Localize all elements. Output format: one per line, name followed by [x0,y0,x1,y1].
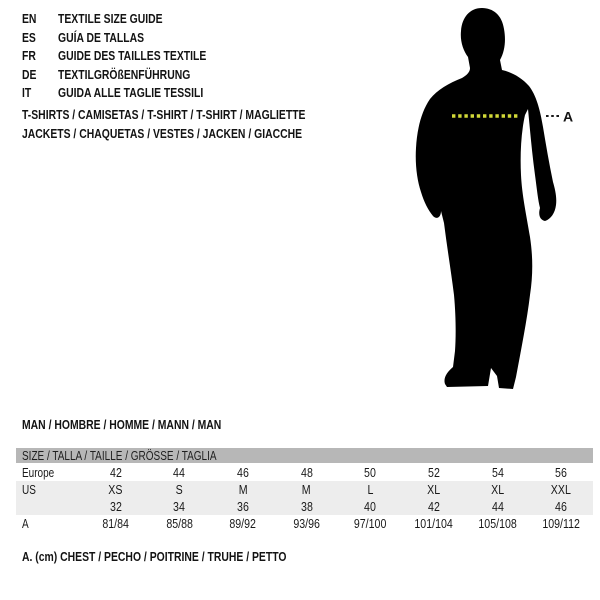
row-label: US [22,482,36,497]
size-cell: 89/92 [229,516,257,531]
language-code: EN [22,11,37,26]
size-cell: M [302,482,312,497]
language-code: DE [22,66,37,82]
size-cell: 32 [109,499,122,514]
size-cell: 38 [300,499,313,514]
size-cell: 36 [237,499,249,514]
size-table-header: SIZE / TALLA / TAILLE / GRÖSSE / TAGLIA [16,448,593,463]
size-cell: L [367,482,374,497]
size-cell: 85/88 [166,516,193,531]
size-cell: XXL [551,482,572,497]
size-cell: 101/104 [414,516,454,531]
row-label [16,500,84,514]
man-silhouette-figure [410,5,575,395]
size-cell: 42 [428,499,440,514]
language-list [22,10,243,103]
measure-label-a: A [563,108,574,125]
language-label: TEXTILE SIZE GUIDE [58,11,163,26]
language-label: GUIDA ALLE TAGLIE TESSILI [58,85,204,101]
table-row-europe [16,464,593,481]
language-code: IT [22,85,32,101]
size-cell: XL [491,482,505,497]
size-cell: 40 [364,499,377,514]
section-title-man: MAN / HOMBRE / HOMME / MANN / MAN [22,417,222,432]
table-row-chest-a [16,515,593,532]
size-cell: 34 [173,499,186,514]
language-code: FR [22,48,36,64]
size-cell: 56 [555,465,568,480]
category-lines [22,106,376,143]
footnote-chest: A. (cm) CHEST / PECHO / POITRINE / TRUHE / PETTO [22,549,287,564]
size-table [16,448,593,532]
size-cell: 109/112 [542,516,580,531]
language-label: GUÍA DE TALLAS [58,29,145,45]
size-cell: 54 [491,465,504,480]
size-cell: S [175,482,183,497]
table-row-us [16,481,593,498]
language-label: GUIDE DES TAILLES TEXTILE [58,48,207,64]
language-code: ES [22,29,36,45]
size-cell: 46 [237,465,249,480]
size-cell: 50 [364,465,377,480]
table-row-numeric [16,498,593,515]
size-cell: M [238,482,248,497]
size-cell: 44 [173,465,186,480]
language-label: TEXTILGRÖßENFÜHRUNG [58,66,191,82]
size-cell: 105/108 [478,516,517,531]
size-cell: 48 [300,465,313,480]
category-line-jackets: JACKETS / CHAQUETAS / VESTES / JACKEN / GIACCHE [22,125,303,141]
row-label: Europe [22,465,55,480]
size-cell: 52 [428,465,440,480]
size-cell: 46 [555,499,568,514]
size-cell: 81/84 [102,516,130,531]
size-cell: XL [427,482,441,497]
man-silhouette [416,8,557,389]
size-cell: 93/96 [293,516,320,531]
size-cell: 97/100 [354,516,387,531]
size-cell: XS [108,482,123,497]
row-label: A [22,516,29,531]
category-line-tshirts: T-SHIRTS / CAMISETAS / T-SHIRT / T-SHIRT / MAGLIETTE [22,107,306,122]
size-cell: 42 [109,465,122,480]
size-cell: 44 [491,499,504,514]
